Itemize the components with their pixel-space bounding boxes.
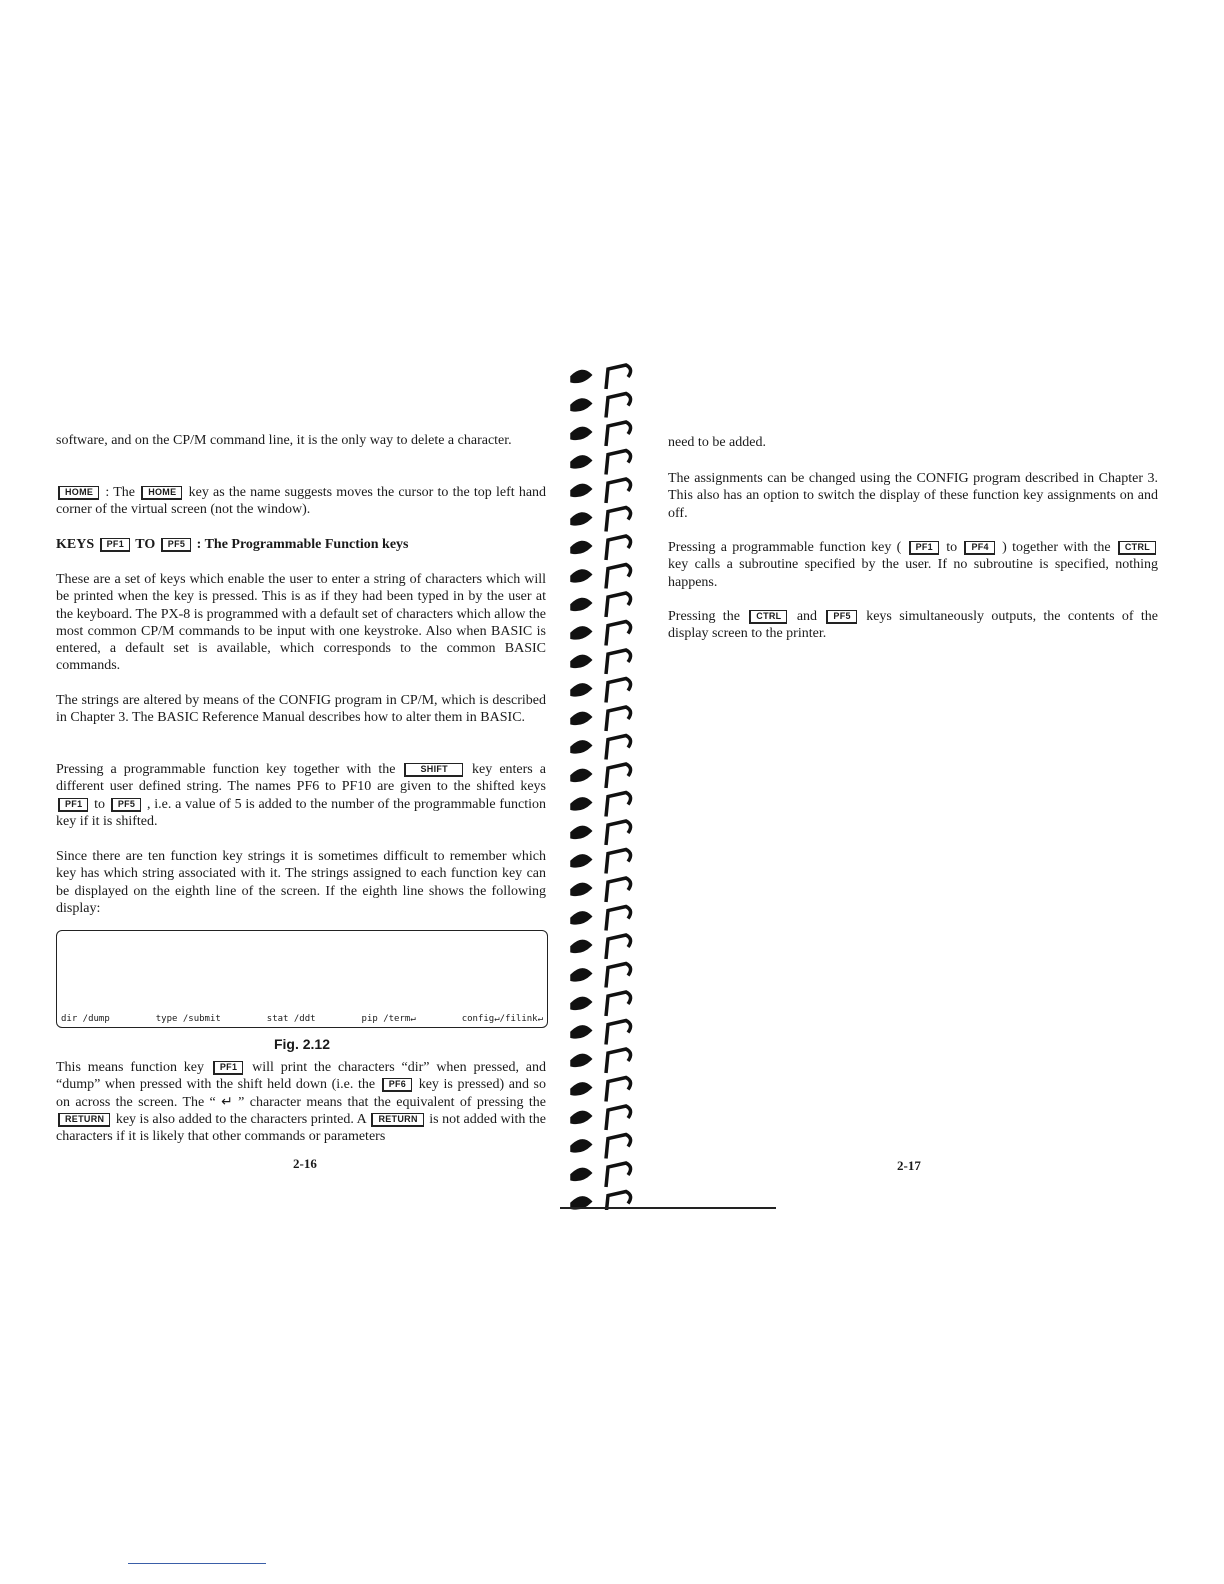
binding-ring-hole — [572, 1169, 590, 1179]
key-pf1: PF1 — [58, 798, 88, 812]
binding-ring-hole — [572, 457, 590, 467]
screen-item: config↵/filink↵ — [461, 1014, 543, 1024]
paragraph-meaning: This means function key PF1 will print the characters “dir” when pressed, and “dump” when pressed with the shift held down (i.e. the PF6 key is pressed) and so on across the screen. The “ ↵ ” character means that the equivalent of pressing the RETURN key is also added to the characters printed. A RETURN is not added with the characters if it is likely that other commands or parameters — [56, 1060, 547, 1145]
binding-ring — [606, 479, 631, 503]
binding-ring — [606, 821, 631, 845]
key-pf6: PF6 — [382, 1078, 412, 1092]
binding-ring — [606, 1106, 631, 1130]
binding-ring-hole — [572, 371, 590, 381]
paragraph-continuation: need to be added. — [668, 435, 766, 450]
binding-ring-hole — [572, 1055, 590, 1065]
binding-ring-hole — [572, 485, 590, 495]
binding-ring — [606, 593, 631, 617]
paragraph-ten-strings: Since there are ten function key strings it is sometimes difficult to remember which key has which string associated with it. The strings assigned to each function key can be displayed on the eighth line of the screen. If the eighth line shows the following display: — [56, 849, 546, 916]
figure-caption: Fig. 2.12 — [273, 1036, 331, 1052]
binding-ring — [606, 365, 631, 389]
binding-ring — [606, 1078, 631, 1102]
screen-display-figure — [56, 930, 548, 1028]
binding-ring-hole — [572, 770, 590, 780]
paragraph-home-key: HOME : The HOME key as the name suggests moves the cursor to the top left hand corner of the virtual screen (not the window). — [56, 485, 547, 518]
binding-ring — [606, 935, 631, 959]
key-pf5: PF5 — [161, 538, 191, 552]
paragraph-shift: Pressing a programmable function key together with the SHIFT key enters a different user defined string. The names PF6 to PF10 are given to the shifted keys PF1 to PF5 , i.e. a value of 5 is added to the number of the programmable function key if it is shifted. — [56, 762, 547, 829]
binding-ring-hole — [572, 656, 590, 666]
binding-ring-hole — [572, 542, 590, 552]
binding-ring-hole — [572, 970, 590, 980]
binding-ring — [606, 907, 631, 931]
binding-ring — [606, 992, 631, 1016]
binding-ring — [606, 736, 631, 760]
key-shift: SHIFT — [404, 763, 463, 777]
key-pf5: PF5 — [111, 798, 141, 812]
paragraph-function-keys: These are a set of keys which enable the user to enter a string of characters which will be printed when the key is pressed. This is as if they had been typed in by the user at the keyboard. The PX-8 is programmed with a default set of characters which allow the most common CP/M commands to be input with one keystroke. Also when BASIC is entered, a default set is available, which corresponds to the common BASIC commands. — [56, 572, 546, 674]
binding-ring-hole — [572, 628, 590, 638]
binding-ring-hole — [572, 884, 590, 894]
binding-ring — [606, 622, 631, 646]
binding-ring-hole — [572, 856, 590, 866]
key-pf4: PF4 — [964, 541, 994, 555]
binding-ring-hole — [572, 685, 590, 695]
screen-item: stat /ddt — [266, 1014, 316, 1024]
key-home: HOME — [141, 486, 182, 500]
key-home: HOME — [58, 486, 99, 500]
section-heading: KEYS PF1 TO PF5 : The Programmable Function keys — [56, 537, 409, 552]
key-return: RETURN — [58, 1113, 110, 1127]
page-bottom-edge — [560, 1207, 776, 1209]
binding-ring-hole — [572, 713, 590, 723]
binding-ring-hole — [572, 1027, 590, 1037]
binding-ring-hole — [572, 998, 590, 1008]
binding-ring — [606, 536, 631, 560]
binding-ring-hole — [572, 1112, 590, 1122]
binding-ring — [606, 394, 631, 418]
binding-ring-hole — [572, 1084, 590, 1094]
binding-ring — [606, 508, 631, 532]
binding-ring-hole — [572, 827, 590, 837]
key-pf1: PF1 — [100, 538, 130, 552]
binding-ring-hole — [572, 571, 590, 581]
binding-ring-hole — [572, 913, 590, 923]
binding-ring-hole — [572, 400, 590, 410]
binding-ring — [606, 451, 631, 475]
footer-rule — [128, 1563, 266, 1564]
binding-ring — [606, 707, 631, 731]
page-number: 2-17 — [897, 1158, 921, 1173]
binding-ring — [606, 422, 631, 446]
binding-ring — [606, 679, 631, 703]
key-ctrl: CTRL — [1118, 541, 1156, 555]
paragraph-assignments: The assignments can be changed using the CONFIG program described in Chapter 3. This also has an option to switch the display of these function key assignments on and off. — [668, 471, 1158, 521]
binding-ring — [606, 1049, 631, 1073]
binding-ring — [606, 878, 631, 902]
binding-ring-hole — [572, 514, 590, 524]
screen-item: pip /term↵ — [361, 1014, 416, 1024]
binding-ring-hole — [572, 428, 590, 438]
binding-ring-hole — [572, 599, 590, 609]
binding-ring — [606, 964, 631, 988]
binding-ring-hole — [572, 1141, 590, 1151]
binding-ring — [606, 1163, 631, 1187]
binding-ring — [606, 850, 631, 874]
binding-ring — [606, 1135, 631, 1159]
page-number: 2-16 — [293, 1156, 317, 1171]
binding-ring-hole — [572, 941, 590, 951]
spiral-binding-icon — [560, 355, 650, 1210]
binding-ring-hole — [572, 742, 590, 752]
binding-ring — [606, 793, 631, 817]
binding-ring — [606, 1021, 631, 1045]
key-return: RETURN — [371, 1113, 423, 1127]
key-pf1: PF1 — [213, 1061, 243, 1075]
binding-ring-hole — [572, 799, 590, 809]
paragraph-config: The strings are altered by means of the CONFIG program in CP/M, which is described in Chapter 3. The BASIC Reference Manual describes how to alter them in BASIC. — [56, 693, 546, 726]
key-pf5: PF5 — [826, 610, 856, 624]
binding-ring — [606, 764, 631, 788]
function-key-line — [61, 1014, 543, 1024]
paragraph-continuation: software, and on the CP/M command line, it is the only way to delete a character. — [56, 433, 512, 448]
screen-item: dir /dump — [61, 1014, 110, 1024]
binding-ring — [606, 650, 631, 674]
screen-item: type /submit — [155, 1014, 221, 1024]
key-ctrl: CTRL — [749, 610, 787, 624]
paragraph-ctrl-function: Pressing a programmable function key ( PF1 to PF4 ) together with the CTRL key calls a subroutine specified by the user. If no subroutine is specified, nothing happens. — [668, 540, 1158, 590]
binding-ring — [606, 565, 631, 589]
paragraph-print-screen: Pressing the CTRL and PF5 keys simultaneously outputs, the contents of the display screen to the printer. — [668, 609, 1159, 642]
key-pf1: PF1 — [909, 541, 939, 555]
